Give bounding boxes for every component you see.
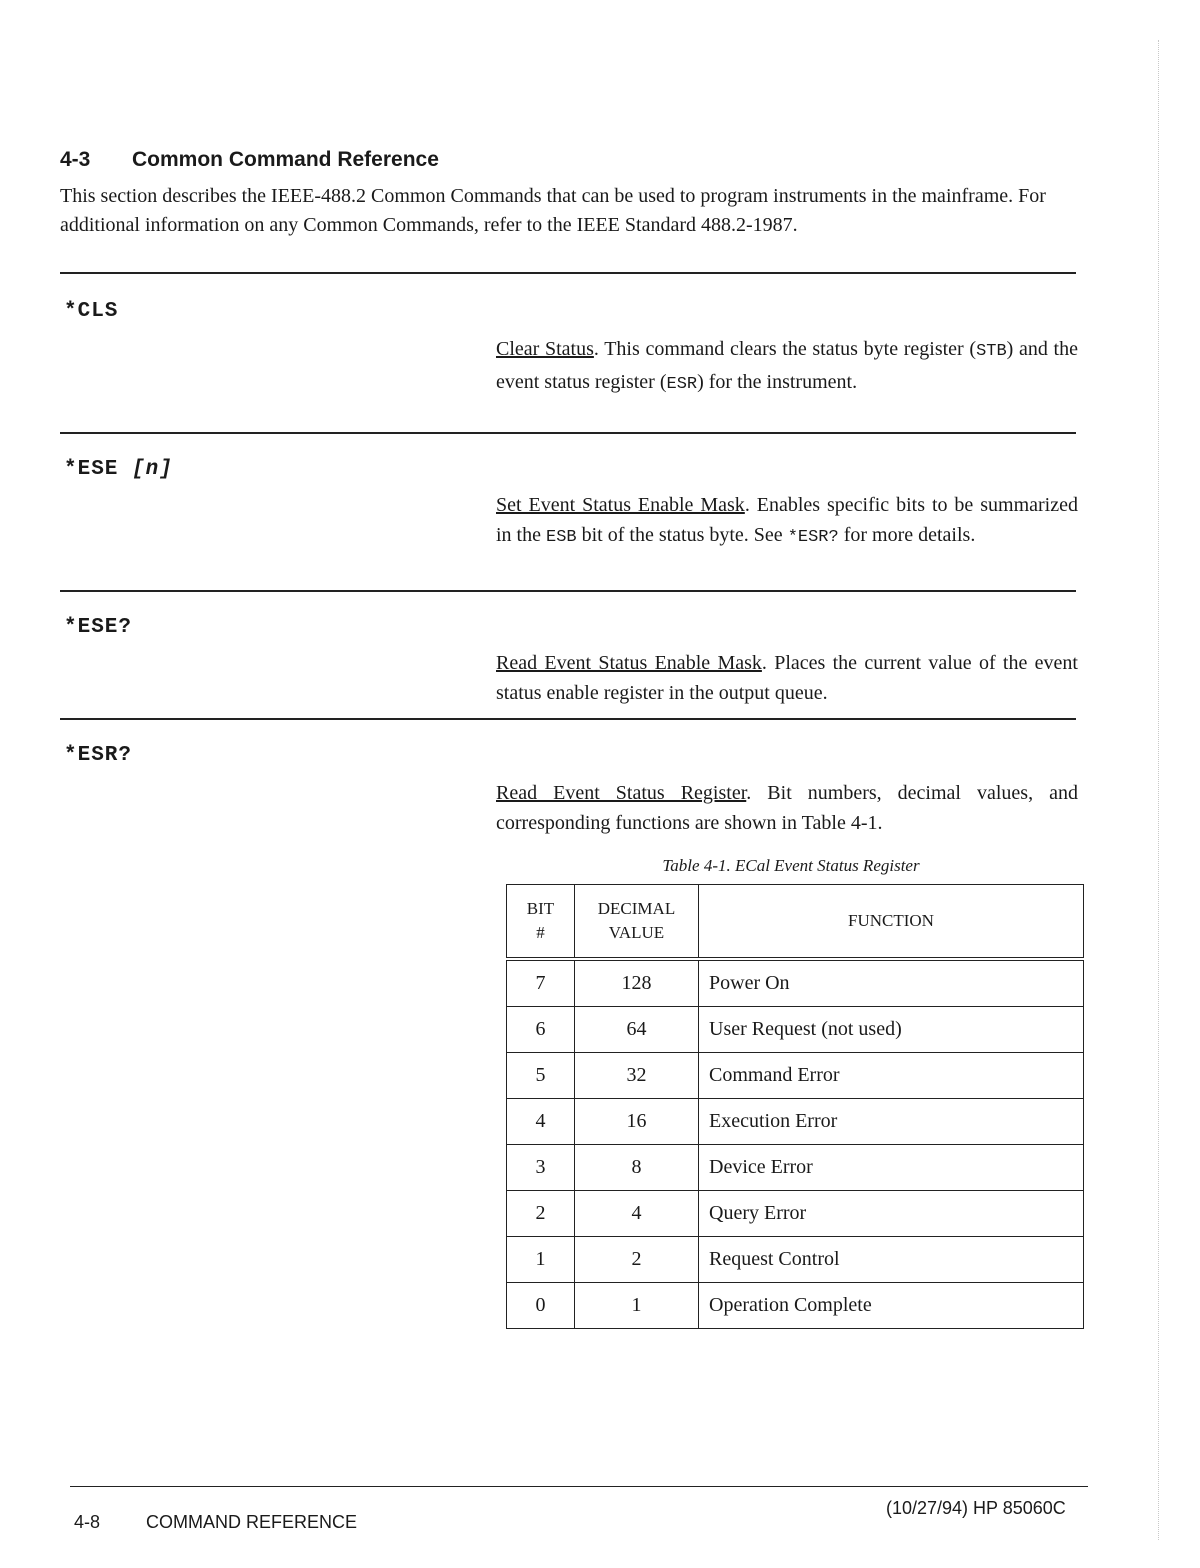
table-row <box>507 1145 1084 1191</box>
command-ese-name: *ESE <box>64 458 133 481</box>
cell-bit: 7 <box>507 959 575 1007</box>
table-caption: Table 4-1. ECal Event Status Register <box>662 856 920 875</box>
header-bit <box>507 885 575 960</box>
cell-function: User Request (not used) <box>699 1007 1084 1053</box>
cell-function: Query Error <box>699 1191 1084 1237</box>
table-row <box>507 1007 1084 1053</box>
desc-text: ) and the event status register ( <box>496 338 1078 393</box>
header-function: FUNCTION <box>699 885 1084 960</box>
command-ese-query-description <box>496 648 1078 708</box>
table-row <box>507 1237 1084 1283</box>
divider <box>60 718 1076 720</box>
header-bit-line2: # <box>536 923 545 942</box>
header-decimal-line1: DECIMAL <box>597 899 676 918</box>
header-bit-line1: BIT <box>526 899 555 918</box>
section-heading <box>60 148 439 172</box>
desc-text: . Enables specific bits to be summarized in the <box>496 494 1078 546</box>
header-decimal-line2: VALUE <box>608 923 665 942</box>
cell-decimal: 1 <box>575 1283 699 1329</box>
cell-bit: 2 <box>507 1191 575 1237</box>
cell-bit: 0 <box>507 1283 575 1329</box>
cell-decimal: 8 <box>575 1145 699 1191</box>
table-row <box>507 959 1084 1007</box>
footer-rule <box>70 1486 1088 1487</box>
footer-page-number: 4-8 <box>74 1512 101 1532</box>
cell-bit: 4 <box>507 1099 575 1145</box>
desc-text: bit of the status byte. See <box>576 524 788 546</box>
command-esr-query-lead: Read Event Status Register <box>496 782 747 804</box>
cell-decimal: 32 <box>575 1053 699 1099</box>
cell-decimal: 16 <box>575 1099 699 1145</box>
table-row <box>507 1099 1084 1145</box>
divider <box>60 432 1076 434</box>
command-ese <box>64 458 173 481</box>
command-ese-description <box>496 490 1078 553</box>
command-cls-lead: Clear Status <box>496 338 594 360</box>
cell-function: Request Control <box>699 1237 1084 1283</box>
command-ese-query-lead: Read Event Status Enable Mask <box>496 652 762 674</box>
desc-text: . Bit numbers, decimal values, and corresponding functions are shown in Table 4-1. <box>496 782 1078 834</box>
desc-code: ESB <box>546 528 577 547</box>
cell-function: Device Error <box>699 1145 1084 1191</box>
desc-code: *ESR? <box>787 528 839 547</box>
desc-text: . This command clears the status byte register ( <box>593 338 977 360</box>
table-header-row <box>507 885 1084 960</box>
desc-code: STB <box>976 342 1007 361</box>
divider <box>60 272 1076 274</box>
section-intro: This section describes the IEEE-488.2 Common Commands that can be used to program instruments in the mainframe. For additional information on any Common Commands, refer to the IEEE Standard 488.2-1987. <box>60 185 1046 236</box>
command-ese-lead: Set Event Status Enable Mask <box>496 494 745 516</box>
command-cls-description <box>496 334 1078 400</box>
desc-text: for more details. <box>838 524 976 546</box>
table-row <box>507 1191 1084 1237</box>
cell-bit: 6 <box>507 1007 575 1053</box>
desc-text: ) for the instrument. <box>697 371 858 393</box>
cell-bit: 5 <box>507 1053 575 1099</box>
footer-chapter: COMMAND REFERENCE <box>146 1512 358 1532</box>
cell-function: Execution Error <box>699 1099 1084 1145</box>
section-title: Common Command Reference <box>132 148 439 171</box>
section-number: 4-3 <box>60 148 91 171</box>
command-esr-query: *ESR? <box>64 744 133 767</box>
cell-bit: 3 <box>507 1145 575 1191</box>
desc-text: . Places the current value of the event status enable register in the output queue. <box>496 652 1078 704</box>
cell-decimal: 128 <box>575 959 699 1007</box>
cell-decimal: 4 <box>575 1191 699 1237</box>
cell-decimal: 2 <box>575 1237 699 1283</box>
footer-doc-info: (10/27/94) HP 85060C <box>886 1498 1066 1518</box>
divider <box>60 590 1076 592</box>
table-row <box>507 1283 1084 1329</box>
command-cls: *CLS <box>64 300 119 323</box>
cell-function: Operation Complete <box>699 1283 1084 1329</box>
cell-function: Command Error <box>699 1053 1084 1099</box>
table-row <box>507 1053 1084 1099</box>
cell-function: Power On <box>699 959 1084 1007</box>
cell-decimal: 64 <box>575 1007 699 1053</box>
event-status-register-table <box>506 884 1084 1329</box>
command-ese-query: *ESE? <box>64 616 133 639</box>
command-ese-param: [n] <box>132 458 173 481</box>
cell-bit: 1 <box>507 1237 575 1283</box>
desc-code: ESR <box>666 375 698 394</box>
header-decimal <box>575 885 699 960</box>
command-esr-query-description <box>496 778 1078 838</box>
scan-edge-marks <box>1158 40 1179 1540</box>
